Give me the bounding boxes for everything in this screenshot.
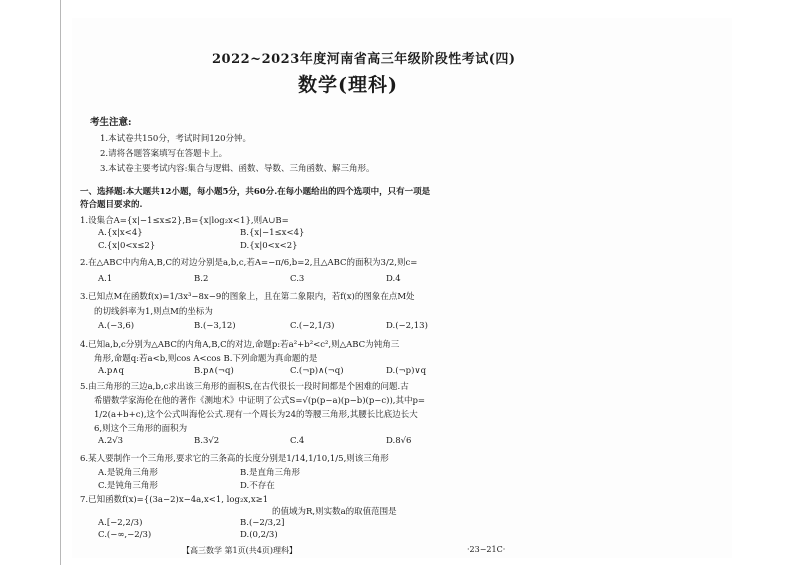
question-2: 2.在△ABC中内角A,B,C的对边分别是a,b,c,若A=−π/6,b=2,且△ABC的面积为3/2,则c= (80, 258, 418, 268)
question-5: 5.由三角形的三边a,b,c求出该三角形的面积S,在古代很长一段时间都是个困难的问题.古 (80, 382, 409, 392)
q1-option-a: A.{x|x<4} (98, 228, 143, 238)
question-4: 4.已知a,b,c分别为△ABC的内角A,B,C的对边,命题p:若a²+b²<c²,则△ABC为钝角三 (80, 340, 400, 350)
q3-option-d: D.(−2,13) (386, 321, 428, 331)
q6-option-a: A.是锐角三角形 (98, 468, 158, 478)
q2-option-c: C.3 (290, 274, 305, 284)
section-heading: 一、选择题:本大题共12小题，每小题5分，共60分.在每小题给出的四个选项中，只有一项是 (80, 187, 431, 197)
footer-page-info: 【高三数学 第1页(共4页)理科】 (182, 546, 297, 555)
q7-option-b: B.(−2/3,2] (240, 518, 285, 528)
q4-option-d: D.(¬p)∨q (386, 366, 427, 376)
q3-option-b: B.(−3,12) (194, 321, 236, 331)
q5-option-a: A.2√3 (98, 436, 124, 446)
q2-option-a: A.1 (98, 274, 113, 284)
q5-option-b: B.3√2 (194, 436, 220, 446)
scan-edge-line (60, 0, 61, 565)
q6-option-d: D.不存在 (240, 481, 275, 491)
notice-item: 1.本试卷共150分，考试时间120分钟。 (100, 134, 252, 144)
q1-option-c: C.{x|0<x≤2} (98, 241, 156, 251)
q1-option-d: D.{x|0<x<2} (240, 241, 298, 251)
q4-option-b: B.p∧(¬q) (194, 366, 234, 376)
question-1: 1.设集合A={x|−1≤x≤2},B={x|log₂x<1},则A∪B= (80, 216, 289, 226)
notice-item: 3.本试卷主要考试内容:集合与逻辑、函数、导数、三角函数、解三角形。 (100, 164, 375, 174)
q2-option-d: D.4 (386, 274, 401, 284)
section-heading-cont: 符合题目要求的. (80, 200, 143, 210)
question-3: 3.已知点M在函数f(x)=1/3x³−8x−9的图象上，且在第二象限内，若f(x)的图象在点M处 (80, 292, 415, 302)
question-7: 7.已知函数f(x)={(3a−2)x−4a,x<1, log₂x,x≥1 (80, 495, 269, 505)
q7-option-a: A.[−2,2/3) (98, 518, 143, 528)
question-4-cont: 角形,命题q:若a<b,则cos A<cos B.下列命题为真命题的是 (94, 354, 318, 364)
exam-title: 2022~2023年度河南省高三年级阶段性考试(四) (212, 52, 516, 67)
question-5-cont: 1/2(a+b+c),这个公式叫海伦公式.现有一个周长为24的等腰三角形,其腰长比底边长大 (94, 410, 418, 420)
question-3-cont: 的切线斜率为1,则点M的坐标为 (94, 307, 213, 317)
footer-code: ·23−21C· (467, 545, 506, 554)
notice-title: 考生注意: (90, 117, 132, 128)
question-5-cont: 希腊数学家海伦在他的著作《测地术》中证明了公式S=√(p(p−a)(p−b)(p−c)),其中p= (94, 396, 426, 406)
q5-option-c: C.4 (290, 436, 305, 446)
question-6: 6.某人要制作一个三角形,要求它的三条高的长度分别是1/14,1/10,1/5,则该三角形 (80, 454, 389, 464)
q7-option-c: C.(−∞,−2/3) (98, 530, 152, 540)
question-5-cont: 6,则这个三角形的面积为 (94, 424, 188, 434)
q4-option-a: A.p∧q (98, 366, 124, 376)
exam-subject: 数学(理科) (298, 74, 398, 96)
q1-option-b: B.{x|−1≤x<4} (240, 228, 305, 238)
q4-option-c: C.(¬p)∧(¬q) (290, 366, 344, 376)
q6-option-b: B.是直角三角形 (240, 468, 300, 478)
q5-option-d: D.8√6 (386, 436, 412, 446)
q2-option-b: B.2 (194, 274, 209, 284)
q7-option-d: D.(0,2/3) (240, 530, 278, 540)
q6-option-c: C.是钝角三角形 (98, 481, 158, 491)
exam-page (72, 18, 732, 558)
q3-option-a: A.(−3,6) (98, 321, 135, 331)
notice-item: 2.请将各题答案填写在答题卡上。 (100, 149, 228, 159)
q3-option-c: C.(−2,1/3) (290, 321, 335, 331)
question-7-cont: 的值域为R,则实数a的取值范围是 (272, 507, 397, 517)
